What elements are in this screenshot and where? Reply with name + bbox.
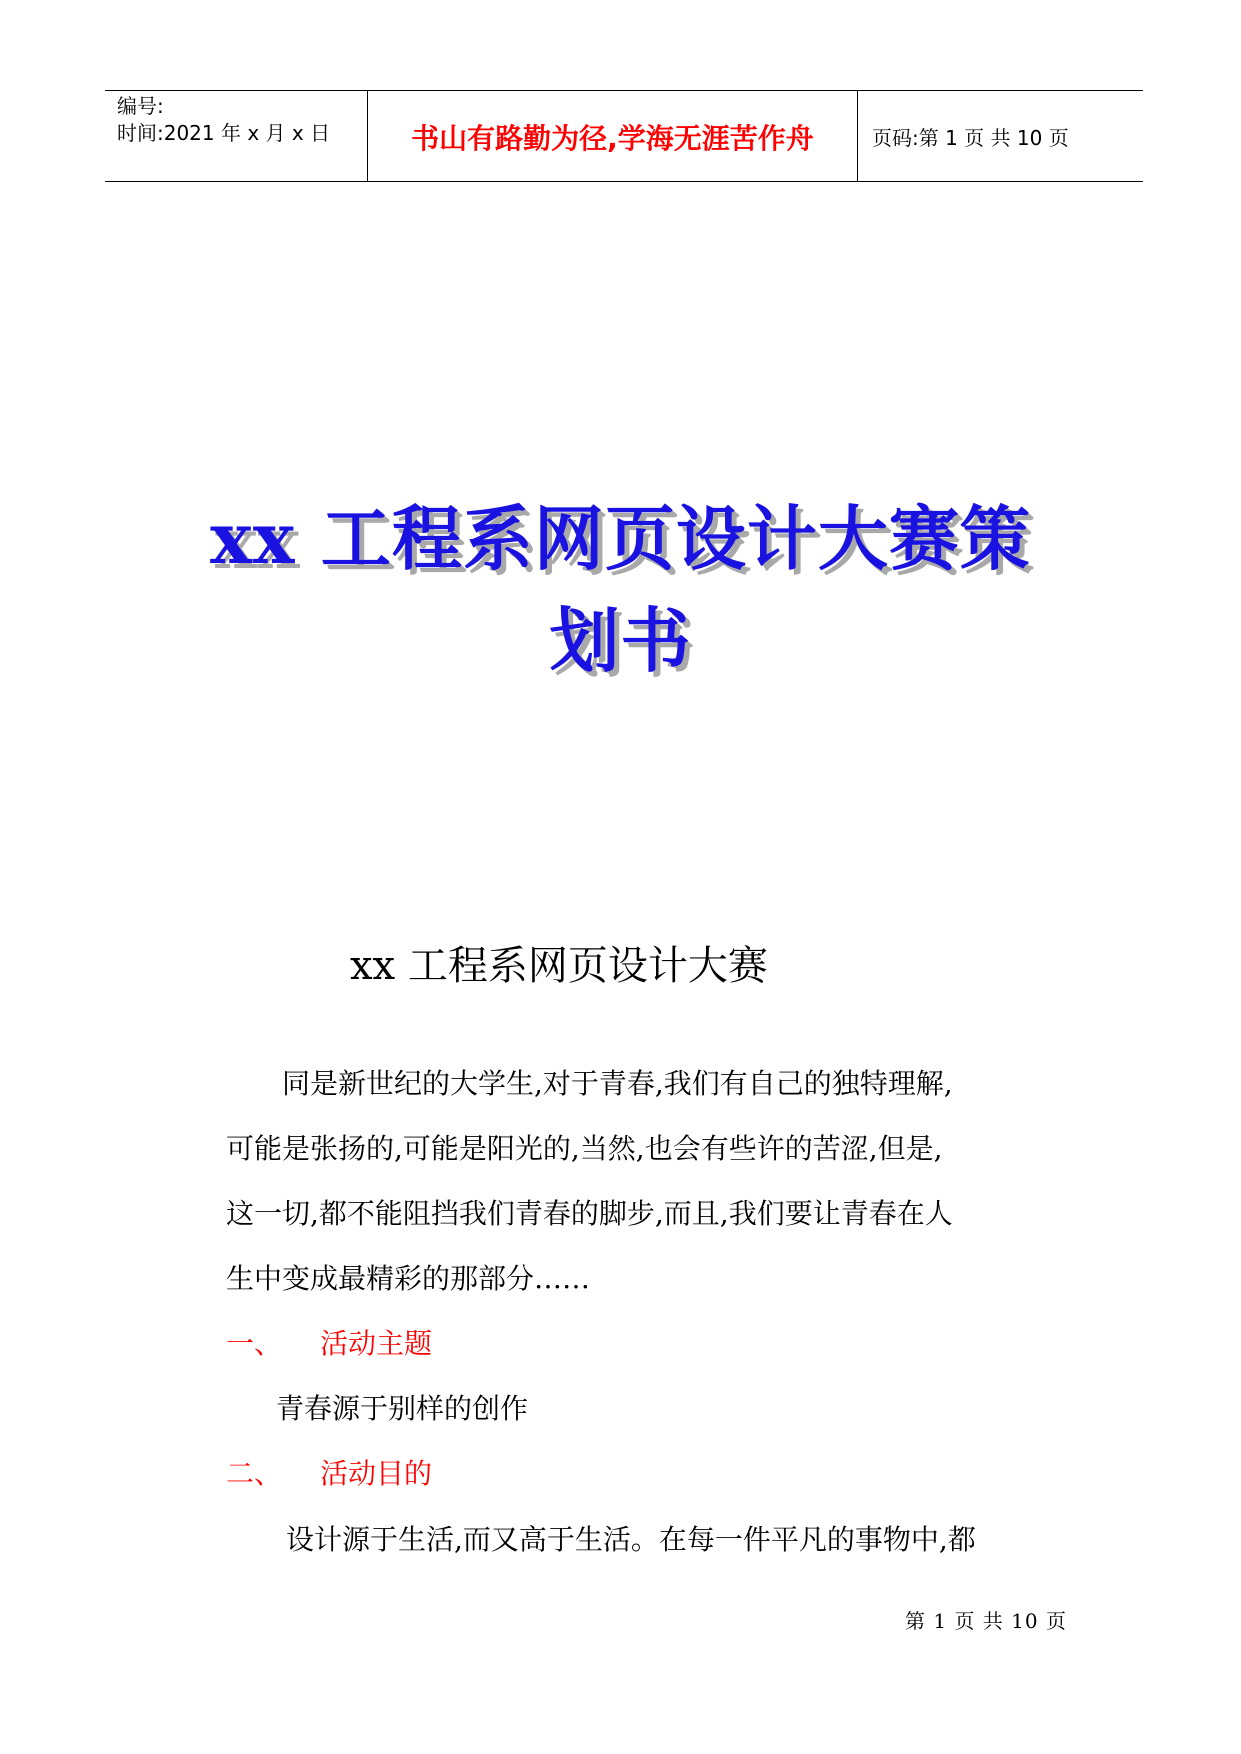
document-header <box>105 90 1143 182</box>
header-number-label: 编号: <box>117 94 164 118</box>
section-number: 一、 <box>226 1327 283 1360</box>
page-footer: 第 1 页 共 10 页 <box>905 1609 1067 1633</box>
intro-line-2: 可能是张扬的,可能是阳光的,当然,也会有些许的苦涩,但是, <box>226 1132 943 1165</box>
section-label: 活动主题 <box>320 1327 433 1360</box>
document-title <box>0 488 1241 692</box>
intro-line-1: 同是新世纪的大学生,对于青春,我们有自己的独特理解, <box>282 1067 953 1100</box>
document-subtitle: xx 工程系网页设计大赛 <box>350 943 768 989</box>
header-motto: 书山有路勤为径,学海无涯苦作舟 <box>368 91 858 181</box>
section-label: 活动目的 <box>320 1457 433 1490</box>
section-number: 二、 <box>226 1457 283 1490</box>
title-line-1: xx 工程系网页设计大赛策 <box>210 497 1031 580</box>
title-line-2: 划书 <box>549 599 692 682</box>
intro-line-4: 生中变成最精彩的那部分…… <box>226 1262 591 1295</box>
section-content-theme: 青春源于别样的创作 <box>276 1392 529 1425</box>
header-meta-cell <box>105 91 368 181</box>
intro-line-3: 这一切,都不能阻挡我们青春的脚步,而且,我们要让青春在人 <box>226 1197 953 1230</box>
header-date-line: 时间:2021 年 x 月 x 日 <box>117 121 331 145</box>
section-content-purpose: 设计源于生活,而又高于生活。在每一件平凡的事物中,都 <box>286 1523 976 1556</box>
header-page-code: 页码:第 1 页 共 10 页 <box>872 125 1069 150</box>
